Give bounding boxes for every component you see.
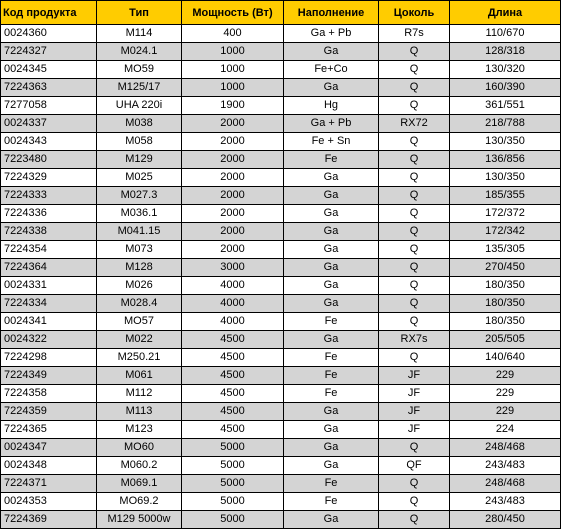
cell-filling: Fe bbox=[284, 385, 379, 403]
cell-power: 4500 bbox=[182, 421, 284, 439]
cell-filling: Ga + Pb bbox=[284, 115, 379, 133]
cell-power: 4500 bbox=[182, 385, 284, 403]
cell-type: M113 bbox=[97, 403, 182, 421]
cell-type: M125/17 bbox=[97, 79, 182, 97]
cell-type: UHA 220i bbox=[97, 97, 182, 115]
table-row bbox=[1, 61, 561, 79]
cell-power: 2000 bbox=[182, 115, 284, 133]
cell-type: M114 bbox=[97, 25, 182, 43]
cell-type: M028.4 bbox=[97, 295, 182, 313]
cell-length: 172/372 bbox=[450, 205, 561, 223]
cell-power: 5000 bbox=[182, 511, 284, 529]
cell-base: JF bbox=[379, 403, 450, 421]
cell-base: Q bbox=[379, 277, 450, 295]
cell-product-code: 7224336 bbox=[1, 205, 97, 223]
cell-filling: Ga bbox=[284, 241, 379, 259]
cell-type: MO69.2 bbox=[97, 493, 182, 511]
cell-length: 136/856 bbox=[450, 151, 561, 169]
table-row bbox=[1, 151, 561, 169]
cell-product-code: 7277058 bbox=[1, 97, 97, 115]
cell-base: Q bbox=[379, 79, 450, 97]
cell-power: 3000 bbox=[182, 259, 284, 277]
cell-filling: Ga bbox=[284, 511, 379, 529]
table-row bbox=[1, 511, 561, 529]
cell-base: Q bbox=[379, 223, 450, 241]
cell-product-code: 7224333 bbox=[1, 187, 97, 205]
cell-length: 248/468 bbox=[450, 439, 561, 457]
cell-type: M061 bbox=[97, 367, 182, 385]
cell-type: M128 bbox=[97, 259, 182, 277]
cell-product-code: 0024322 bbox=[1, 331, 97, 349]
cell-base: Q bbox=[379, 43, 450, 61]
cell-base: R7s bbox=[379, 25, 450, 43]
cell-product-code: 7224354 bbox=[1, 241, 97, 259]
header-type: Тип bbox=[97, 1, 182, 25]
cell-base: Q bbox=[379, 169, 450, 187]
cell-type: M058 bbox=[97, 133, 182, 151]
cell-base: Q bbox=[379, 475, 450, 493]
cell-length: 140/640 bbox=[450, 349, 561, 367]
cell-product-code: 0024353 bbox=[1, 493, 97, 511]
cell-type: M112 bbox=[97, 385, 182, 403]
cell-power: 2000 bbox=[182, 223, 284, 241]
cell-product-code: 7224369 bbox=[1, 511, 97, 529]
cell-filling: Fe + Sn bbox=[284, 133, 379, 151]
cell-length: 361/551 bbox=[450, 97, 561, 115]
cell-base: QF bbox=[379, 457, 450, 475]
cell-power: 5000 bbox=[182, 493, 284, 511]
cell-length: 218/788 bbox=[450, 115, 561, 133]
cell-power: 1000 bbox=[182, 61, 284, 79]
cell-product-code: 7224349 bbox=[1, 367, 97, 385]
cell-base: Q bbox=[379, 187, 450, 205]
cell-filling: Ga bbox=[284, 223, 379, 241]
cell-product-code: 0024345 bbox=[1, 61, 97, 79]
cell-length: 180/350 bbox=[450, 295, 561, 313]
table-row bbox=[1, 187, 561, 205]
table-row bbox=[1, 493, 561, 511]
table-row bbox=[1, 367, 561, 385]
table-row bbox=[1, 25, 561, 43]
header-base: Цоколь bbox=[379, 1, 450, 25]
cell-power: 2000 bbox=[182, 169, 284, 187]
cell-product-code: 0024360 bbox=[1, 25, 97, 43]
table-row bbox=[1, 79, 561, 97]
cell-base: Q bbox=[379, 241, 450, 259]
cell-power: 1000 bbox=[182, 43, 284, 61]
cell-base: JF bbox=[379, 421, 450, 439]
cell-filling: Ga + Pb bbox=[284, 25, 379, 43]
cell-product-code: 7223480 bbox=[1, 151, 97, 169]
cell-filling: Fe bbox=[284, 493, 379, 511]
cell-length: 172/342 bbox=[450, 223, 561, 241]
cell-type: M036.1 bbox=[97, 205, 182, 223]
table-row bbox=[1, 43, 561, 61]
cell-type: M129 bbox=[97, 151, 182, 169]
cell-product-code: 7224358 bbox=[1, 385, 97, 403]
cell-length: 229 bbox=[450, 385, 561, 403]
cell-type: M250.21 bbox=[97, 349, 182, 367]
cell-filling: Ga bbox=[284, 331, 379, 349]
header-row bbox=[1, 1, 561, 25]
cell-length: 243/483 bbox=[450, 493, 561, 511]
cell-length: 180/350 bbox=[450, 313, 561, 331]
cell-type: M069.1 bbox=[97, 475, 182, 493]
cell-filling: Ga bbox=[284, 187, 379, 205]
cell-length: 243/483 bbox=[450, 457, 561, 475]
cell-type: M026 bbox=[97, 277, 182, 295]
cell-length: 130/350 bbox=[450, 133, 561, 151]
cell-base: JF bbox=[379, 367, 450, 385]
cell-length: 229 bbox=[450, 367, 561, 385]
cell-product-code: 7224364 bbox=[1, 259, 97, 277]
cell-type: M129 5000w bbox=[97, 511, 182, 529]
cell-power: 4500 bbox=[182, 349, 284, 367]
cell-power: 5000 bbox=[182, 475, 284, 493]
table-row bbox=[1, 313, 561, 331]
cell-filling: Ga bbox=[284, 277, 379, 295]
header-length: Длина bbox=[450, 1, 561, 25]
cell-base: Q bbox=[379, 439, 450, 457]
cell-product-code: 0024348 bbox=[1, 457, 97, 475]
cell-product-code: 7224298 bbox=[1, 349, 97, 367]
cell-power: 4500 bbox=[182, 367, 284, 385]
cell-filling: Ga bbox=[284, 421, 379, 439]
cell-type: M038 bbox=[97, 115, 182, 133]
table-row bbox=[1, 277, 561, 295]
cell-length: 224 bbox=[450, 421, 561, 439]
table-row bbox=[1, 169, 561, 187]
table-row bbox=[1, 403, 561, 421]
table-row bbox=[1, 115, 561, 133]
cell-power: 2000 bbox=[182, 151, 284, 169]
cell-type: M025 bbox=[97, 169, 182, 187]
cell-power: 2000 bbox=[182, 187, 284, 205]
cell-type: MO57 bbox=[97, 313, 182, 331]
cell-filling: Fe bbox=[284, 367, 379, 385]
cell-product-code: 0024331 bbox=[1, 277, 97, 295]
cell-filling: Ga bbox=[284, 79, 379, 97]
cell-type: MO60 bbox=[97, 439, 182, 457]
cell-base: RX7s bbox=[379, 331, 450, 349]
cell-filling: Ga bbox=[284, 205, 379, 223]
table-row bbox=[1, 475, 561, 493]
cell-power: 5000 bbox=[182, 439, 284, 457]
table-row bbox=[1, 457, 561, 475]
cell-product-code: 0024341 bbox=[1, 313, 97, 331]
cell-base: Q bbox=[379, 151, 450, 169]
cell-base: Q bbox=[379, 259, 450, 277]
cell-base: RX72 bbox=[379, 115, 450, 133]
table-row bbox=[1, 295, 561, 313]
cell-length: 135/305 bbox=[450, 241, 561, 259]
cell-product-code: 7224327 bbox=[1, 43, 97, 61]
cell-base: Q bbox=[379, 133, 450, 151]
table-row bbox=[1, 259, 561, 277]
cell-filling: Ga bbox=[284, 403, 379, 421]
table-row bbox=[1, 205, 561, 223]
cell-product-code: 7224338 bbox=[1, 223, 97, 241]
table-row bbox=[1, 349, 561, 367]
cell-type: MO59 bbox=[97, 61, 182, 79]
table-row bbox=[1, 331, 561, 349]
cell-product-code: 7224329 bbox=[1, 169, 97, 187]
cell-power: 2000 bbox=[182, 241, 284, 259]
cell-base: Q bbox=[379, 205, 450, 223]
cell-filling: Ga bbox=[284, 457, 379, 475]
cell-length: 130/350 bbox=[450, 169, 561, 187]
cell-filling: Fe bbox=[284, 475, 379, 493]
cell-product-code: 0024337 bbox=[1, 115, 97, 133]
table-body bbox=[1, 25, 561, 529]
cell-type: M073 bbox=[97, 241, 182, 259]
cell-base: Q bbox=[379, 295, 450, 313]
cell-type: M024.1 bbox=[97, 43, 182, 61]
cell-power: 4500 bbox=[182, 331, 284, 349]
cell-length: 180/350 bbox=[450, 277, 561, 295]
header-product-code: Код продукта bbox=[1, 1, 97, 25]
cell-filling: Fe+Co bbox=[284, 61, 379, 79]
cell-power: 5000 bbox=[182, 457, 284, 475]
cell-filling: Ga bbox=[284, 43, 379, 61]
header-filling: Наполнение bbox=[284, 1, 379, 25]
cell-filling: Fe bbox=[284, 151, 379, 169]
table-row bbox=[1, 97, 561, 115]
cell-power: 2000 bbox=[182, 205, 284, 223]
header-power: Мощность (Вт) bbox=[182, 1, 284, 25]
cell-base: Q bbox=[379, 61, 450, 79]
table-row bbox=[1, 439, 561, 457]
cell-product-code: 7224363 bbox=[1, 79, 97, 97]
cell-base: Q bbox=[379, 349, 450, 367]
table-row bbox=[1, 385, 561, 403]
cell-length: 185/355 bbox=[450, 187, 561, 205]
cell-type: M041.15 bbox=[97, 223, 182, 241]
cell-base: Q bbox=[379, 313, 450, 331]
cell-filling: Ga bbox=[284, 439, 379, 457]
cell-length: 280/450 bbox=[450, 511, 561, 529]
cell-product-code: 0024343 bbox=[1, 133, 97, 151]
cell-filling: Fe bbox=[284, 313, 379, 331]
cell-length: 270/450 bbox=[450, 259, 561, 277]
cell-filling: Ga bbox=[284, 295, 379, 313]
cell-length: 128/318 bbox=[450, 43, 561, 61]
cell-product-code: 7224365 bbox=[1, 421, 97, 439]
cell-filling: Ga bbox=[284, 259, 379, 277]
cell-product-code: 7224334 bbox=[1, 295, 97, 313]
table-row bbox=[1, 133, 561, 151]
cell-length: 248/468 bbox=[450, 475, 561, 493]
table-row bbox=[1, 223, 561, 241]
cell-product-code: 0024347 bbox=[1, 439, 97, 457]
cell-type: M022 bbox=[97, 331, 182, 349]
cell-filling: Hg bbox=[284, 97, 379, 115]
cell-power: 2000 bbox=[182, 133, 284, 151]
table-row bbox=[1, 241, 561, 259]
cell-power: 4000 bbox=[182, 295, 284, 313]
cell-base: JF bbox=[379, 385, 450, 403]
cell-length: 160/390 bbox=[450, 79, 561, 97]
cell-power: 400 bbox=[182, 25, 284, 43]
cell-length: 205/505 bbox=[450, 331, 561, 349]
cell-type: M060.2 bbox=[97, 457, 182, 475]
cell-filling: Ga bbox=[284, 169, 379, 187]
cell-power: 1900 bbox=[182, 97, 284, 115]
cell-product-code: 7224359 bbox=[1, 403, 97, 421]
cell-base: Q bbox=[379, 97, 450, 115]
cell-base: Q bbox=[379, 493, 450, 511]
cell-length: 130/320 bbox=[450, 61, 561, 79]
table-row bbox=[1, 421, 561, 439]
cell-length: 229 bbox=[450, 403, 561, 421]
cell-base: Q bbox=[379, 511, 450, 529]
cell-length: 110/670 bbox=[450, 25, 561, 43]
cell-power: 4500 bbox=[182, 403, 284, 421]
cell-type: M027.3 bbox=[97, 187, 182, 205]
cell-filling: Fe bbox=[284, 349, 379, 367]
cell-type: M123 bbox=[97, 421, 182, 439]
cell-power: 1000 bbox=[182, 79, 284, 97]
cell-power: 4000 bbox=[182, 277, 284, 295]
cell-power: 4000 bbox=[182, 313, 284, 331]
cell-product-code: 7224371 bbox=[1, 475, 97, 493]
